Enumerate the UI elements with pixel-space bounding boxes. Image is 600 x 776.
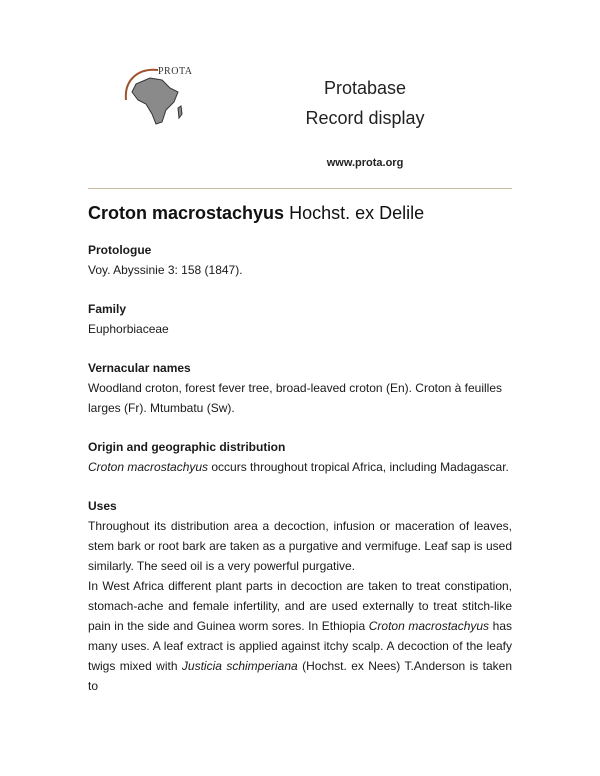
section-family bbox=[88, 299, 512, 339]
record-title bbox=[88, 203, 424, 224]
section-vernacular-names bbox=[88, 358, 512, 418]
logo-text: PROTA bbox=[158, 66, 193, 77]
uses-p2-part-c: (Hochst. ex Nees) T.Anderson is taken to bbox=[88, 659, 512, 693]
section-origin bbox=[88, 437, 512, 477]
header-title-protabase: Protabase bbox=[323, 78, 407, 98]
uses-paragraph-1: Throughout its distribution area a decoction, infusion or maceration of leaves, stem bark or root bark are taken as a purgative and vermifuge. Leaf sap is used similarly. The seed oil is a very powerful purgative. bbox=[88, 519, 512, 573]
heading-protologue: Protologue bbox=[88, 243, 152, 257]
heading-family: Family bbox=[88, 302, 127, 316]
text-origin bbox=[88, 457, 512, 477]
record-content bbox=[88, 240, 512, 715]
species-name: Croton macrostachyus bbox=[88, 203, 285, 223]
website-link[interactable]: www.prota.org bbox=[326, 157, 404, 169]
header-divider bbox=[88, 188, 512, 189]
uses-p2-part-a: In West Africa different plant parts in decoction are taken to treat constipation, stomach-ache and female infertility, and are used externally to treat stitch-like pain in the side and Guinea worm sores. In Ethiopia bbox=[88, 579, 512, 633]
text-family: Euphorbiaceae bbox=[88, 322, 169, 336]
section-protologue bbox=[88, 240, 512, 280]
uses-p2-species-2: Justicia schimperiana bbox=[181, 659, 298, 673]
text-vernacular-names: Woodland croton, forest fever tree, broad-leaved croton (En). Croton à feuilles larges (Fr). Mtumbatu (Sw). bbox=[88, 381, 502, 415]
heading-origin: Origin and geographic distribution bbox=[88, 440, 286, 454]
header-title-record-display: Record display bbox=[305, 108, 425, 128]
heading-vernacular-names: Vernacular names bbox=[88, 361, 191, 375]
origin-text: occurs throughout tropical Africa, including Madagascar. bbox=[208, 460, 509, 474]
heading-uses: Uses bbox=[88, 499, 117, 513]
africa-map bbox=[132, 78, 178, 124]
uses-p2-species: Croton macrostachyus bbox=[368, 619, 490, 633]
species-authority: Hochst. ex Delile bbox=[289, 203, 425, 223]
section-uses bbox=[88, 496, 512, 696]
uses-p2-part-b: has many uses. A leaf extract is applied against itchy scalp. A decoction of the leafy twigs mixed with bbox=[88, 619, 513, 673]
uses-paragraph-2 bbox=[88, 576, 512, 696]
madagascar bbox=[178, 106, 182, 118]
origin-species: Croton macrostachyus bbox=[88, 460, 209, 474]
text-protologue: Voy. Abyssinie 3: 158 (1847). bbox=[88, 263, 243, 277]
